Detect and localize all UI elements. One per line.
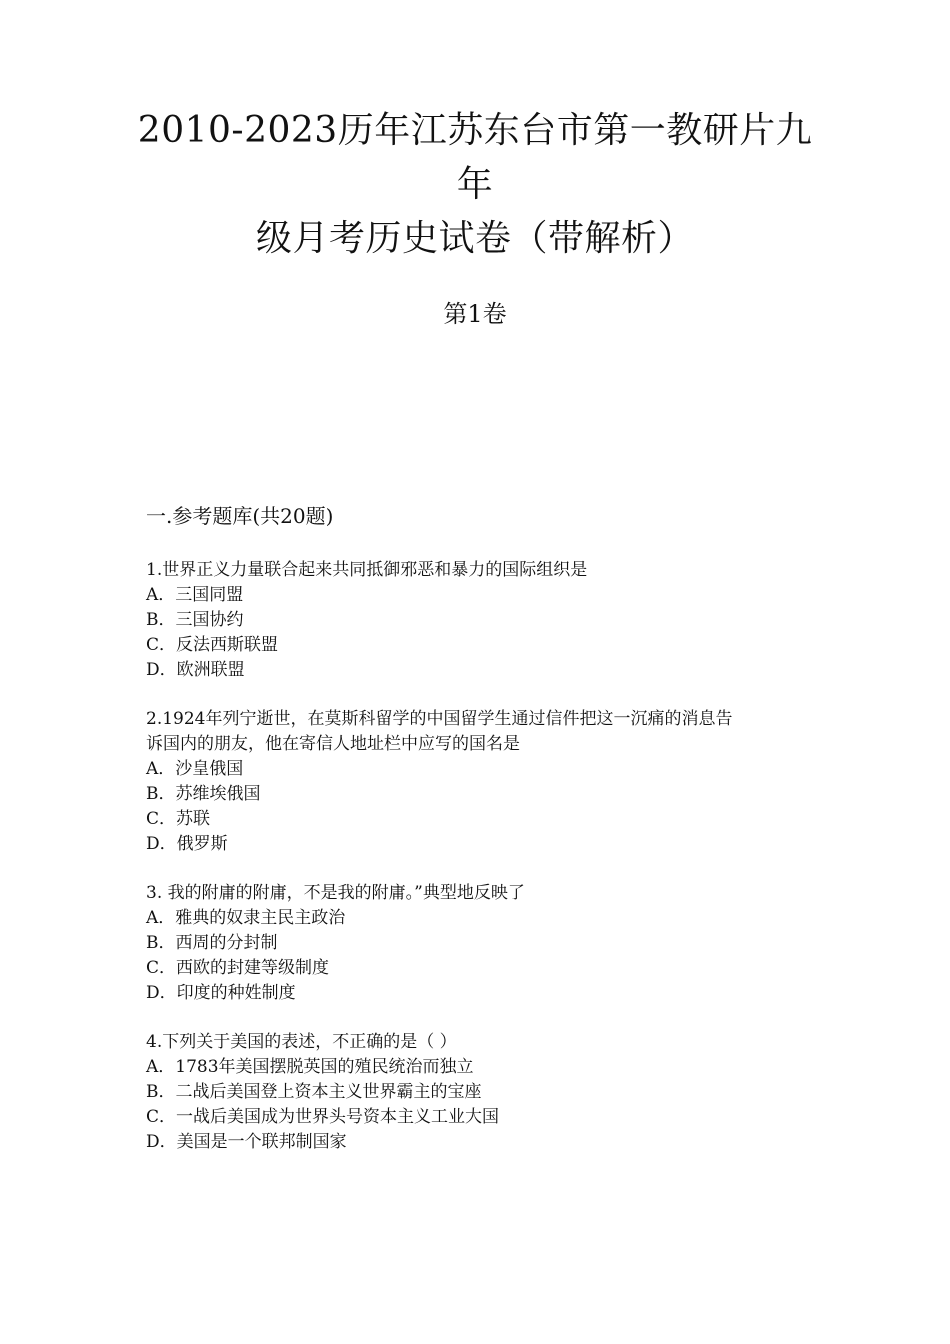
option-a: A．雅典的奴隶主民主政治 [146, 908, 346, 928]
option-a: A．三国同盟 [146, 585, 244, 605]
question-list [146, 558, 826, 1179]
option-d: D．俄罗斯 [146, 834, 228, 854]
option-c: C．一战后美国成为世界头号资本主义工业大国 [146, 1107, 500, 1127]
option-c: C．反法西斯联盟 [146, 635, 279, 655]
question-stem: 4.下列关于美国的表述，不正确的是（ ） [146, 1032, 457, 1052]
title-line-2: 级月考历史试卷（带解析） [255, 218, 694, 259]
section-heading: 一.参考题库(共20题) [146, 504, 334, 528]
question-4 [146, 1030, 826, 1155]
question-3 [146, 881, 826, 1006]
option-b: B．三国协约 [146, 610, 244, 630]
option-c: C．西欧的封建等级制度 [146, 958, 330, 978]
question-2 [146, 707, 826, 857]
option-a: A．沙皇俄国 [146, 759, 244, 779]
question-stem: 1.世界正义力量联合起来共同抵御邪恶和暴力的国际组织是 [146, 560, 588, 580]
option-b: B．西周的分封制 [146, 933, 278, 953]
option-d: D．美国是一个联邦制国家 [146, 1132, 347, 1152]
volume-label: 第1卷 [443, 300, 507, 328]
option-b: B．苏维埃俄国 [146, 784, 261, 804]
option-d: D．欧洲联盟 [146, 660, 245, 680]
question-stem: 3. 我的附庸的附庸，不是我的附庸。”典型地反映了 [146, 883, 525, 903]
document-title [120, 104, 830, 266]
option-a: A．1783年美国摆脱英国的殖民统治而独立 [146, 1057, 474, 1077]
question-1 [146, 558, 826, 683]
question-stem: 2.1924年列宁逝世，在莫斯科留学的中国留学生通过信件把这一沉痛的消息告 [146, 709, 733, 729]
option-b: B．二战后美国登上资本主义世界霸主的宝座 [146, 1082, 482, 1102]
option-c: C．苏联 [146, 809, 211, 829]
option-d: D．印度的种姓制度 [146, 983, 296, 1003]
title-line-1: 2010-2023历年江苏东台市第一教研片九年 [137, 110, 813, 205]
question-stem-continued: 诉国内的朋友，他在寄信人地址栏中应写的国名是 [146, 734, 520, 754]
